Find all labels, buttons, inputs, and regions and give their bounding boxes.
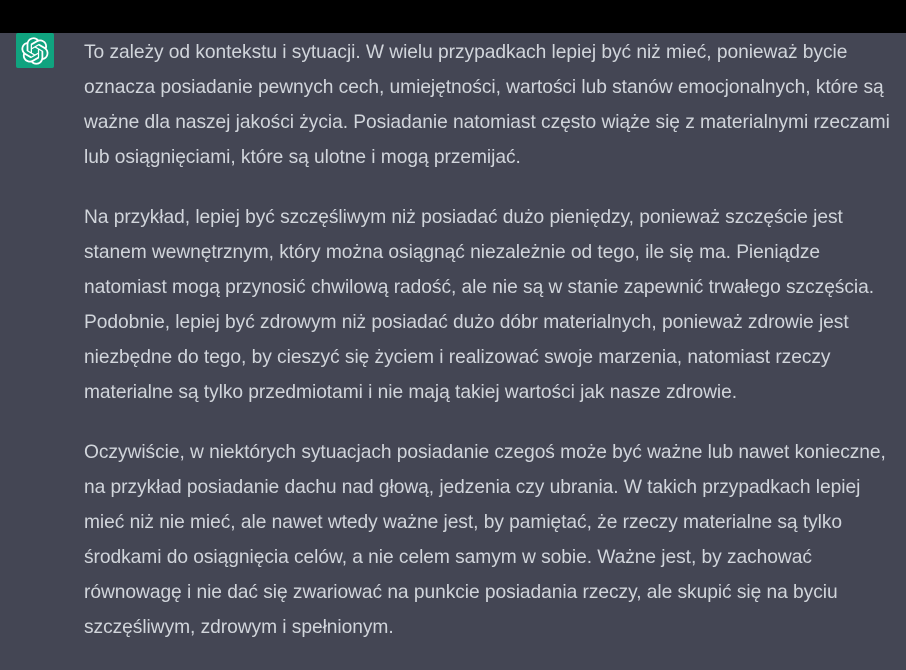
openai-logo-icon — [21, 37, 49, 65]
response-text — [84, 35, 904, 670]
top-bar — [0, 0, 906, 33]
assistant-message — [0, 33, 906, 670]
response-paragraph: Oczywiście, w niektórych sytuacjach posiadanie czegoś może być ważne lub nawet konieczne, na przykład posiadanie dachu nad głową, jedzenia czy ubrania. W takich przypadkach lepiej mieć niż nie mieć, ale nawet wtedy ważne jest, by pamiętać, że rzeczy materialne są tylko środkami do osiągnięcia celów, a nie celem samym w sobie. Ważne jest, by zachować równowagę i nie dać się zwariować na punkcie posiadania rzeczy, ale skupić się na byciu szczęśliwym, zdrowym i spełnionym. — [84, 442, 886, 638]
response-paragraph: To zależy od kontekstu i sytuacji. W wielu przypadkach lepiej być niż mieć, ponieważ bycie oznacza posiadanie pewnych cech, umiejętności, wartości lub stanów emocjonalnych, które są ważne dla naszej jakości życia. Posiadanie natomiast często wiąże się z materialnymi rzeczami lub osiągnięciami, które są ulotne i mogą przemijać. — [84, 42, 890, 168]
assistant-avatar — [16, 33, 54, 68]
response-paragraph: Na przykład, lepiej być szczęśliwym niż posiadać dużo pieniędzy, ponieważ szczęście jest stanem wewnętrznym, który można osiągnąć niezależnie od tego, ile się ma. Pieniądze natomiast mogą przynosić chwilową radość, ale nie są w stanie zapewnić trwałego szczęścia. Podobnie, lepiej być zdrowym niż posiadać dużo dóbr materialnych, ponieważ zdrowie jest niezbędne do tego, by cieszyć się życiem i realizować swoje marzenia, natomiast rzeczy materialne są tylko przedmiotami i nie mają takiej wartości jak nasze zdrowie. — [84, 207, 875, 403]
